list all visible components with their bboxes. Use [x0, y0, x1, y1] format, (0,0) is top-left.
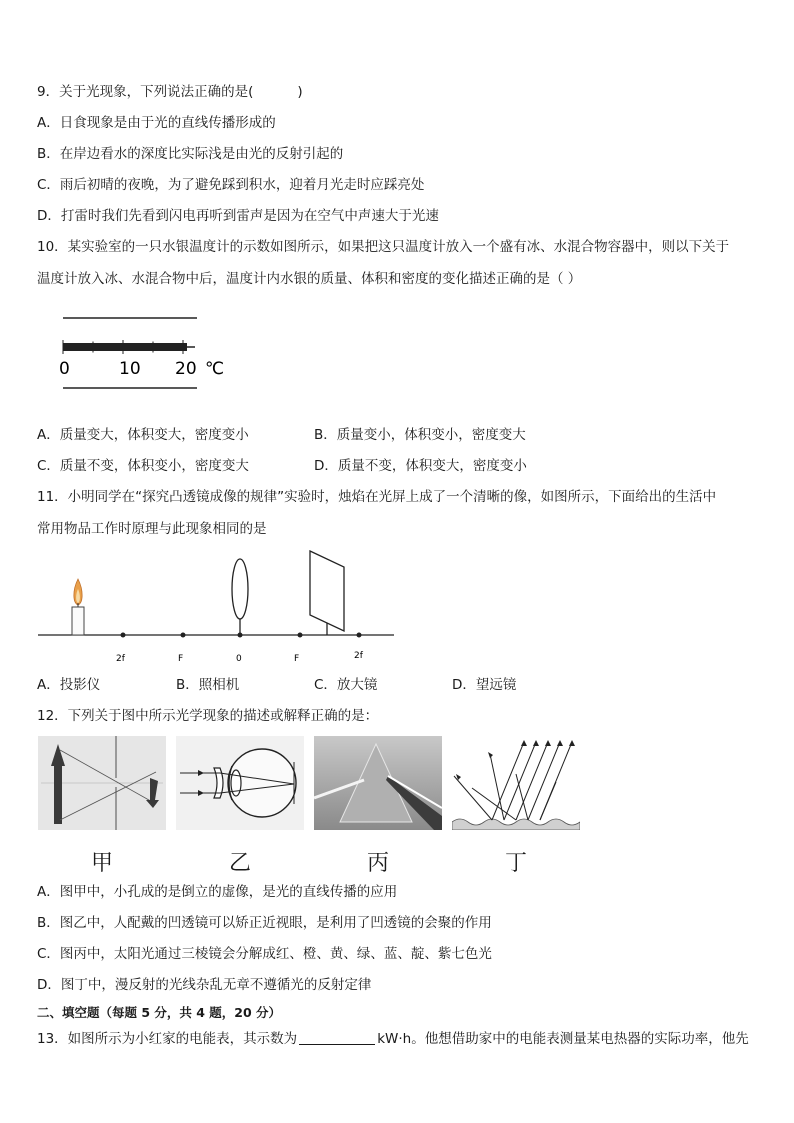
- label-2f-left: 2f: [116, 654, 125, 664]
- q13-stem-after: kW·h。他想借助家中的电能表测量某电热器的实际功率，他先: [377, 1031, 749, 1047]
- q12-option-d: D．图丁中，漫反射的光线杂乱无章不遵循光的反射定律: [37, 977, 372, 993]
- therm-tick-20: 20: [175, 359, 197, 379]
- q12-stem: 12．下列关于图中所示光学现象的描述或解释正确的是：: [37, 708, 379, 724]
- candle-icon: [72, 579, 84, 635]
- therm-tick-10: 10: [119, 359, 141, 379]
- figure-label-yi: 乙: [228, 851, 251, 876]
- q11-stem-line1: 11．小明同学在“探究凸透镜成像的规律”实验时，烛焰在光屏上成了一个清晰的像，如图所示，下面给出的生活中: [37, 489, 717, 505]
- figure-ding-diffuse: [452, 736, 580, 830]
- q9-option-d: D．打雷时我们先看到闪电再听到雷声是因为在空气中声速大于光速: [37, 208, 439, 224]
- q11-option-d: D．望远镜: [452, 677, 517, 693]
- q10-option-c: C．质量不变，体积变小，密度变大: [37, 458, 249, 474]
- convex-lens-icon: [232, 559, 248, 635]
- point-f-left: [181, 633, 186, 638]
- q12-option-c: C．图丙中，太阳光通过三棱镜会分解成红、橙、黄、绿、蓝、靛、紫七色光: [37, 946, 492, 962]
- point-f-right: [298, 633, 303, 638]
- label-f-left: F: [178, 654, 184, 664]
- q11-stem-line2: 常用物品工作时原理与此现象相同的是: [37, 521, 267, 537]
- figure-label-jia: 甲: [90, 851, 113, 876]
- label-2f-right: 2f: [354, 651, 363, 661]
- thermometer-figure: [55, 312, 235, 394]
- q10-option-b: B．质量变小，体积变小，密度变大: [314, 427, 526, 443]
- q13-stem: [37, 1030, 749, 1048]
- q11-option-b: B．照相机: [176, 677, 240, 693]
- label-origin: 0: [236, 654, 242, 664]
- q9-stem-close: ): [297, 84, 303, 100]
- figure-jia-pinhole: [38, 736, 166, 830]
- point-origin: [238, 633, 243, 638]
- figure-bing-prism: [314, 736, 442, 830]
- point-2f-right: [357, 633, 362, 638]
- point-2f-left: [121, 633, 126, 638]
- q11-option-a: A．投影仪: [37, 677, 101, 693]
- therm-tick-0: 0: [59, 359, 70, 379]
- q10-option-d: D．质量不变，体积变大，密度变小: [314, 458, 527, 474]
- light-screen-icon: [310, 551, 344, 635]
- figure-label-ding: 丁: [504, 851, 527, 876]
- q9-option-c: C．雨后初晴的夜晚，为了避免踩到积水，迎着月光走时应踩亮处: [37, 177, 425, 193]
- q13-stem-before: 13．如图所示为小红家的电能表，其示数为: [37, 1031, 298, 1047]
- section2-title: 二、填空题（每题 5 分，共 4 题，20 分）: [37, 1005, 282, 1020]
- label-f-right: F: [294, 654, 300, 664]
- q12-option-b: B．图乙中，人配戴的凹透镜可以矫正近视眼，是利用了凹透镜的会聚的作用: [37, 915, 492, 931]
- q9-option-a: A．日食现象是由于光的直线传播形成的: [37, 115, 276, 131]
- q12-option-a: A．图甲中，小孔成的是倒立的虚像，是光的直线传播的应用: [37, 884, 398, 900]
- therm-unit: ℃: [205, 359, 225, 379]
- q9-stem-text: 9．关于光现象，下列说法正确的是(: [37, 84, 254, 100]
- q9-option-b: B．在岸边看水的深度比实际浅是由光的反射引起的: [37, 146, 344, 162]
- figure-yi-eye-lens: [176, 736, 304, 830]
- q9-stem: [37, 83, 303, 101]
- q10-stem-line2: 温度计放入冰、水混合物中后，温度计内水银的质量、体积和密度的变化描述正确的是（ ）: [37, 271, 582, 287]
- figure-label-bing: 丙: [366, 851, 389, 876]
- q13-answer-blank[interactable]: [299, 1030, 375, 1045]
- q11-option-c: C．放大镜: [314, 677, 378, 693]
- lens-bench-figure: [38, 545, 398, 670]
- q10-option-a: A．质量变大，体积变大，密度变小: [37, 427, 249, 443]
- q10-stem-line1: 10．某实验室的一只水银温度计的示数如图所示，如果把这只温度计放入一个盛有冰、水混合物容器中，则以下关于: [37, 239, 730, 255]
